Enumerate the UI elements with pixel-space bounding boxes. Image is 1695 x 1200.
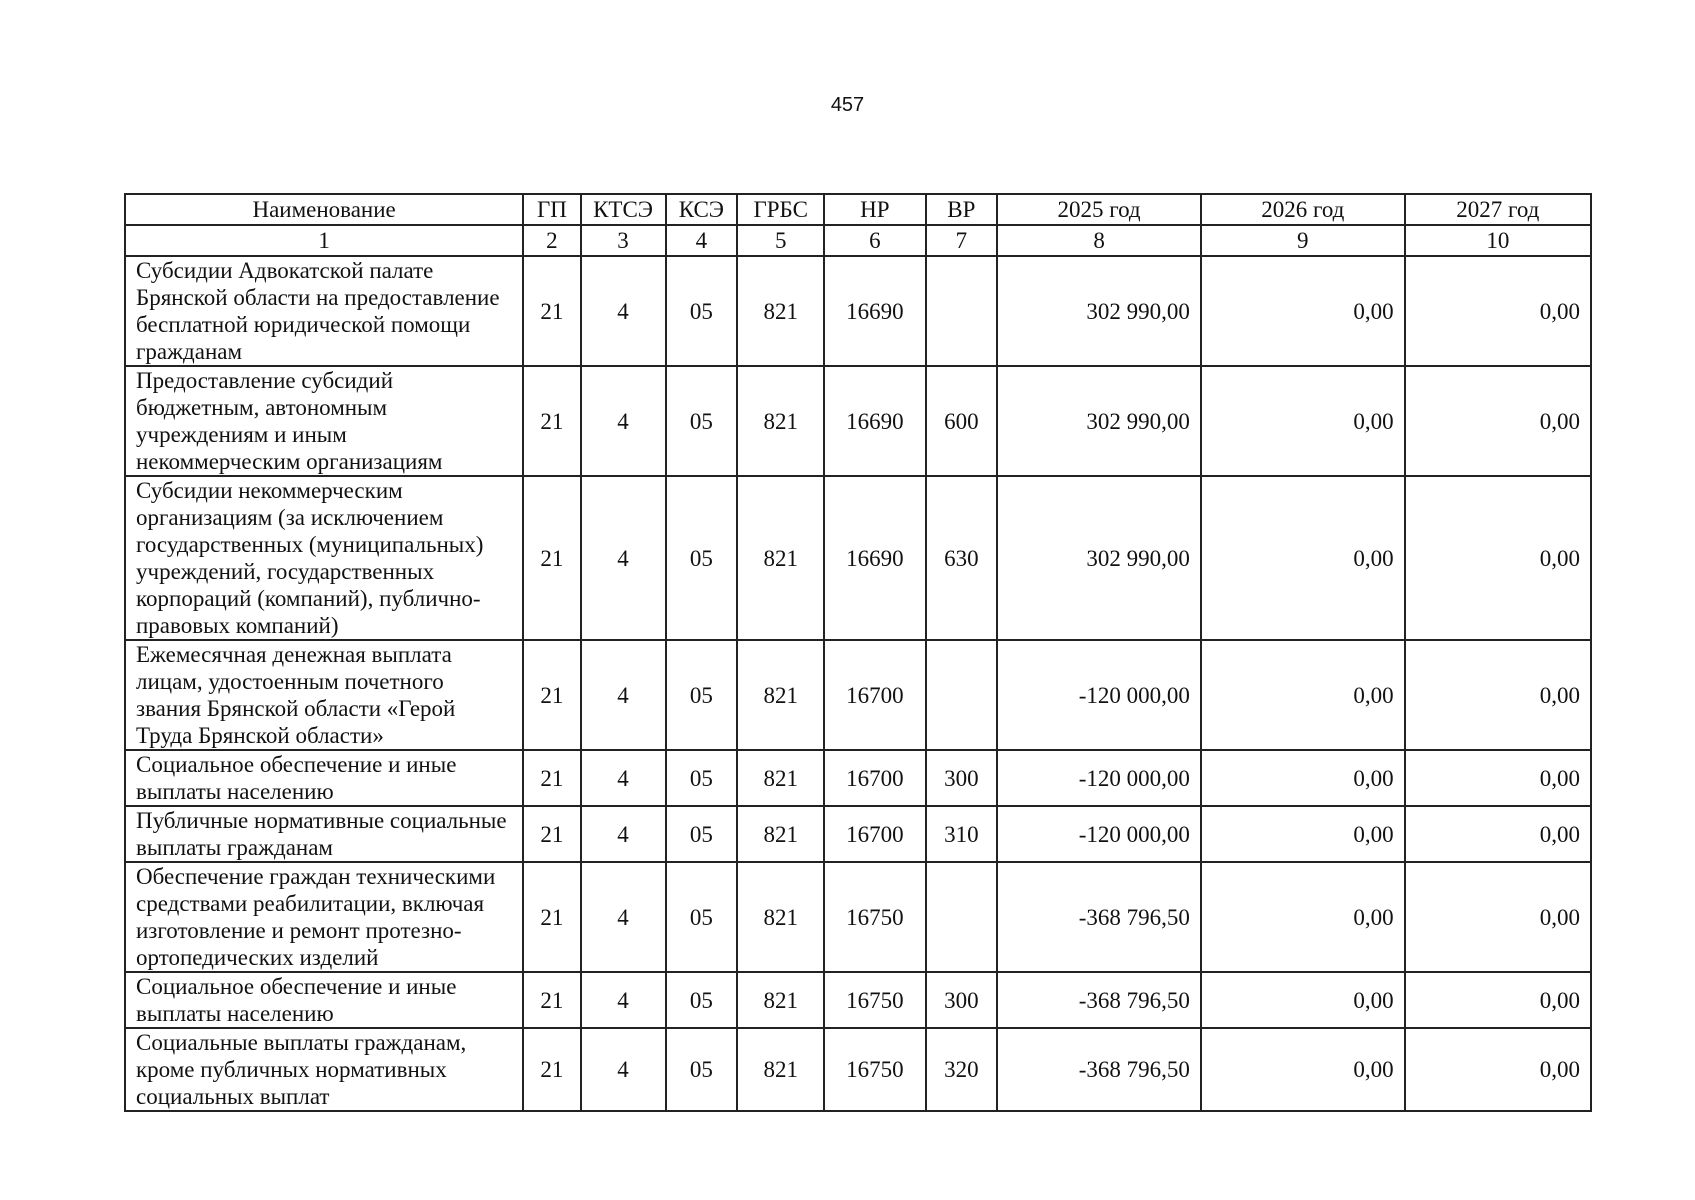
column-number: 4 xyxy=(666,225,738,256)
cell-gp: 21 xyxy=(523,256,580,366)
cell-ktse: 4 xyxy=(581,366,666,476)
cell-vr xyxy=(926,862,998,972)
cell-2026: 0,00 xyxy=(1201,1028,1405,1111)
budget-table xyxy=(124,193,1592,1112)
cell-2027: 0,00 xyxy=(1405,366,1591,476)
header-2026: 2026 год xyxy=(1201,194,1405,225)
cell-kse: 05 xyxy=(666,476,738,640)
cell-kse: 05 xyxy=(666,366,738,476)
cell-gp: 21 xyxy=(523,640,580,750)
cell-vr: 300 xyxy=(926,750,998,806)
cell-ktse: 4 xyxy=(581,1028,666,1111)
header-kse: КСЭ xyxy=(666,194,738,225)
column-number: 6 xyxy=(824,225,925,256)
table-row xyxy=(125,366,1591,476)
cell-2025: -120 000,00 xyxy=(997,806,1201,862)
cell-vr: 600 xyxy=(926,366,998,476)
cell-2025: -120 000,00 xyxy=(997,750,1201,806)
cell-ktse: 4 xyxy=(581,750,666,806)
cell-2026: 0,00 xyxy=(1201,366,1405,476)
cell-2025: -368 796,50 xyxy=(997,1028,1201,1111)
cell-grbs: 821 xyxy=(737,806,824,862)
header-nr: НР xyxy=(824,194,925,225)
cell-grbs: 821 xyxy=(737,972,824,1028)
table-row xyxy=(125,862,1591,972)
cell-vr: 320 xyxy=(926,1028,998,1111)
cell-grbs: 821 xyxy=(737,750,824,806)
cell-kse: 05 xyxy=(666,862,738,972)
cell-nr: 16690 xyxy=(824,256,925,366)
cell-2025: 302 990,00 xyxy=(997,366,1201,476)
cell-2027: 0,00 xyxy=(1405,476,1591,640)
cell-ktse: 4 xyxy=(581,476,666,640)
cell-vr xyxy=(926,640,998,750)
header-name: Наименование xyxy=(125,194,523,225)
cell-2025: 302 990,00 xyxy=(997,256,1201,366)
cell-kse: 05 xyxy=(666,972,738,1028)
cell-ktse: 4 xyxy=(581,862,666,972)
cell-kse: 05 xyxy=(666,750,738,806)
cell-name: Субсидии Адвокатской палате Брянской области на предоставление бесплатной юридической помощи гражданам xyxy=(125,256,523,366)
cell-2027: 0,00 xyxy=(1405,972,1591,1028)
header-vr: ВР xyxy=(926,194,998,225)
cell-gp: 21 xyxy=(523,972,580,1028)
header-row xyxy=(125,194,1591,225)
cell-vr xyxy=(926,256,998,366)
cell-2027: 0,00 xyxy=(1405,750,1591,806)
cell-2025: -120 000,00 xyxy=(997,640,1201,750)
cell-2025: -368 796,50 xyxy=(997,972,1201,1028)
cell-vr: 300 xyxy=(926,972,998,1028)
column-number: 9 xyxy=(1201,225,1405,256)
cell-2026: 0,00 xyxy=(1201,972,1405,1028)
cell-2026: 0,00 xyxy=(1201,750,1405,806)
cell-nr: 16750 xyxy=(824,862,925,972)
cell-nr: 16690 xyxy=(824,476,925,640)
cell-2025: -368 796,50 xyxy=(997,862,1201,972)
cell-gp: 21 xyxy=(523,476,580,640)
page-number: 457 xyxy=(830,94,865,116)
cell-ktse: 4 xyxy=(581,972,666,1028)
cell-2027: 0,00 xyxy=(1405,256,1591,366)
cell-nr: 16700 xyxy=(824,640,925,750)
cell-vr: 630 xyxy=(926,476,998,640)
table-row xyxy=(125,476,1591,640)
cell-name: Публичные нормативные социальные выплаты гражданам xyxy=(125,806,523,862)
table-row xyxy=(125,1028,1591,1111)
column-number: 2 xyxy=(523,225,580,256)
cell-2026: 0,00 xyxy=(1201,476,1405,640)
cell-2027: 0,00 xyxy=(1405,806,1591,862)
cell-2026: 0,00 xyxy=(1201,640,1405,750)
header-grbs: ГРБС xyxy=(737,194,824,225)
header-gp: ГП xyxy=(523,194,580,225)
cell-kse: 05 xyxy=(666,256,738,366)
cell-ktse: 4 xyxy=(581,806,666,862)
column-number: 3 xyxy=(581,225,666,256)
cell-name: Ежемесячная денежная выплата лицам, удостоенным почетного звания Брянской области «Герой Труда Брянской области» xyxy=(125,640,523,750)
cell-kse: 05 xyxy=(666,640,738,750)
cell-name: Обеспечение граждан техническими средствами реабилитации, включая изготовление и ремонт протезно-ортопедических изделий xyxy=(125,862,523,972)
cell-2027: 0,00 xyxy=(1405,640,1591,750)
cell-nr: 16750 xyxy=(824,1028,925,1111)
header-ktse: КТСЭ xyxy=(581,194,666,225)
cell-grbs: 821 xyxy=(737,476,824,640)
cell-nr: 16750 xyxy=(824,972,925,1028)
table-row xyxy=(125,972,1591,1028)
cell-gp: 21 xyxy=(523,806,580,862)
cell-grbs: 821 xyxy=(737,366,824,476)
cell-ktse: 4 xyxy=(581,256,666,366)
cell-name: Социальное обеспечение и иные выплаты населению xyxy=(125,750,523,806)
header-2027: 2027 год xyxy=(1405,194,1591,225)
table-row xyxy=(125,750,1591,806)
cell-name: Субсидии некоммерческим организациям (за исключением государственных (муниципальных) учреждений, государственных корпораций (компаний), публично-правовых компаний) xyxy=(125,476,523,640)
cell-nr: 16690 xyxy=(824,366,925,476)
cell-name: Предоставление субсидий бюджетным, автономным учреждениям и иным некоммерческим организациям xyxy=(125,366,523,476)
cell-2026: 0,00 xyxy=(1201,256,1405,366)
cell-gp: 21 xyxy=(523,750,580,806)
cell-gp: 21 xyxy=(523,366,580,476)
column-number: 8 xyxy=(997,225,1201,256)
column-number: 1 xyxy=(125,225,523,256)
cell-2026: 0,00 xyxy=(1201,862,1405,972)
cell-grbs: 821 xyxy=(737,862,824,972)
cell-nr: 16700 xyxy=(824,806,925,862)
header-2025: 2025 год xyxy=(997,194,1201,225)
cell-name: Социальные выплаты гражданам, кроме публичных нормативных социальных выплат xyxy=(125,1028,523,1111)
cell-grbs: 821 xyxy=(737,1028,824,1111)
table-row xyxy=(125,806,1591,862)
cell-grbs: 821 xyxy=(737,640,824,750)
cell-nr: 16700 xyxy=(824,750,925,806)
cell-name: Социальное обеспечение и иные выплаты населению xyxy=(125,972,523,1028)
cell-2025: 302 990,00 xyxy=(997,476,1201,640)
column-number: 5 xyxy=(737,225,824,256)
cell-vr: 310 xyxy=(926,806,998,862)
cell-gp: 21 xyxy=(523,1028,580,1111)
cell-2027: 0,00 xyxy=(1405,862,1591,972)
cell-2027: 0,00 xyxy=(1405,1028,1591,1111)
cell-2026: 0,00 xyxy=(1201,806,1405,862)
cell-ktse: 4 xyxy=(581,640,666,750)
column-number-row xyxy=(125,225,1591,256)
column-number: 10 xyxy=(1405,225,1591,256)
cell-kse: 05 xyxy=(666,806,738,862)
cell-gp: 21 xyxy=(523,862,580,972)
table-row xyxy=(125,256,1591,366)
column-number: 7 xyxy=(926,225,998,256)
cell-grbs: 821 xyxy=(737,256,824,366)
table-row xyxy=(125,640,1591,750)
cell-kse: 05 xyxy=(666,1028,738,1111)
